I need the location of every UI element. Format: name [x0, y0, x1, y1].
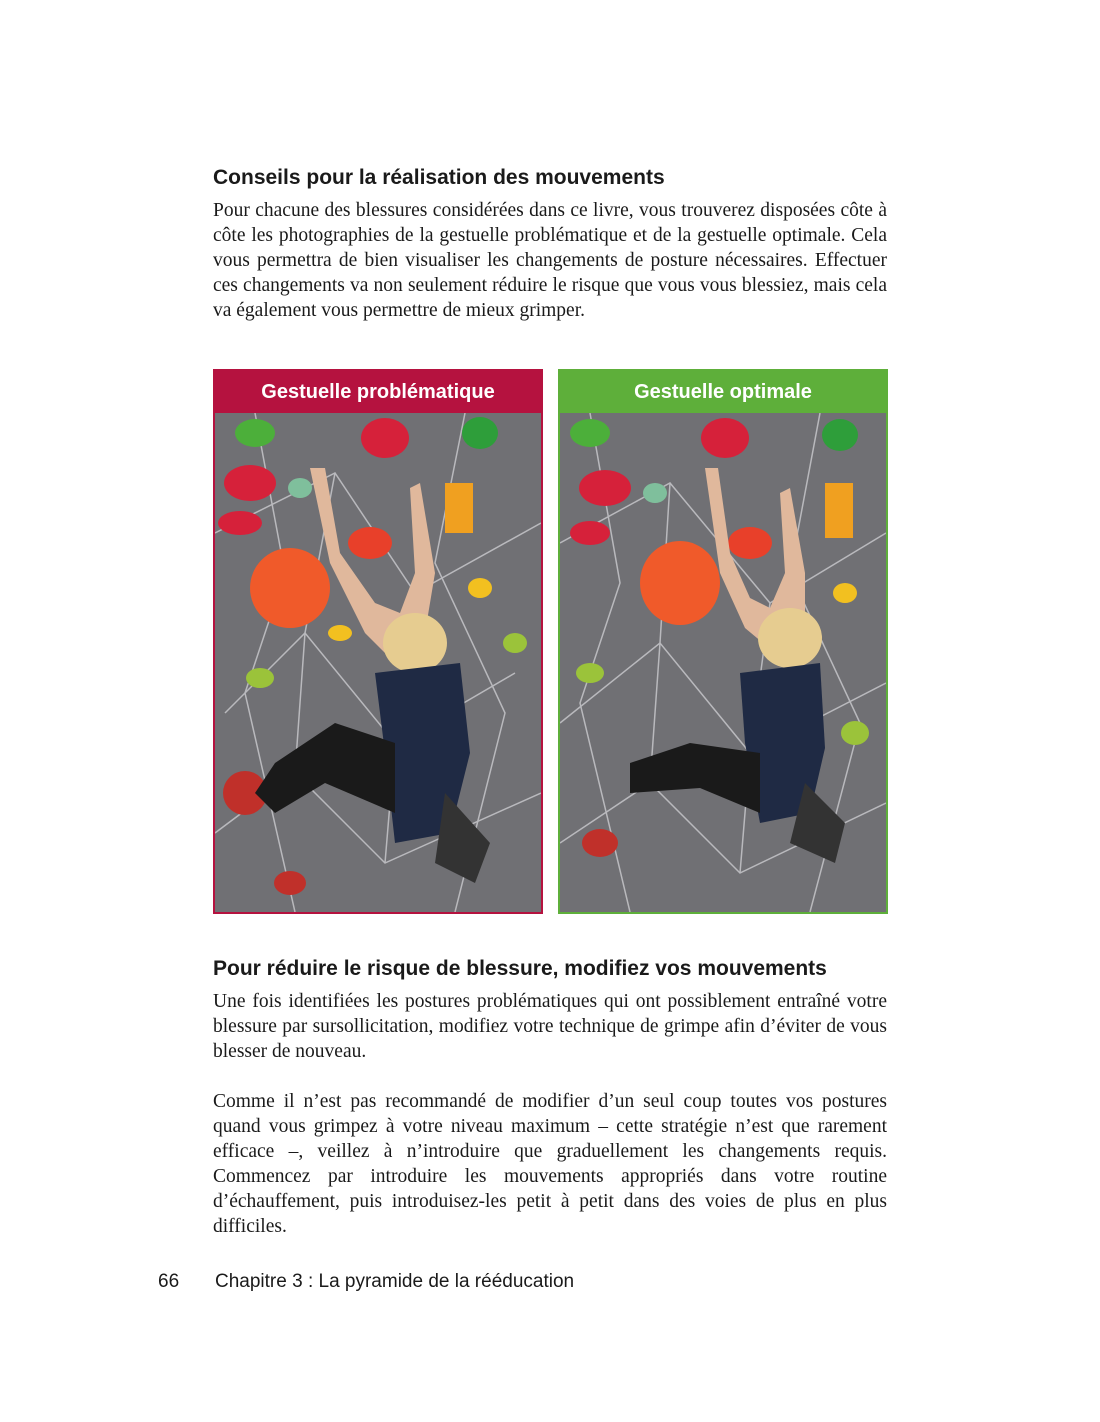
figure-panel-problematic	[213, 369, 543, 914]
climbing-photo-optimal	[560, 413, 886, 912]
climbing-photo-problematic	[215, 413, 541, 912]
section-heading-reduire: Pour réduire le risque de blessure, modifiez vos mouvements	[213, 957, 827, 980]
caption-problematic: Gestuelle problématique	[215, 371, 541, 413]
intro-paragraph: Pour chacune des blessures considérées dans ce livre, vous trouverez disposées côte à côte les photographies de la gestuelle problématique et de la gestuelle optimale. Cela vous permettra de bien visualiser les changements de posture nécessaires. Effectuer ces changements va non seulement réduire le risque que vous vous blessiez, mais cela va également vous permettre de mieux grimper.	[213, 200, 887, 321]
section-heading-conseils: Conseils pour la réalisation des mouvements	[213, 166, 665, 189]
body-paragraph-2: Comme il n’est pas recommandé de modifier d’un seul coup toutes vos postures quand vous grimpez à votre niveau maximum – cette stratégie n’est que rarement efficace –, veillez à n’introduire que graduellement les changements requis. Commencez par introduire les mouvements appropriés dans votre routine d’échauffement, puis introduisez-les petit à petit dans des voies de plus en plus difficiles.	[213, 1091, 887, 1237]
figure-panel-optimal	[558, 369, 888, 914]
caption-optimal: Gestuelle optimale	[560, 371, 886, 413]
page-number: 66	[158, 1271, 180, 1292]
chapter-title: Chapitre 3 : La pyramide de la rééducation	[215, 1271, 575, 1292]
body-paragraph-1: Une fois identifiées les postures problématiques qui ont possiblement entraîné votre blessure par sursollicitation, modifiez votre technique de grimpe afin d’éviter de vous blesser de nouveau.	[213, 991, 887, 1062]
